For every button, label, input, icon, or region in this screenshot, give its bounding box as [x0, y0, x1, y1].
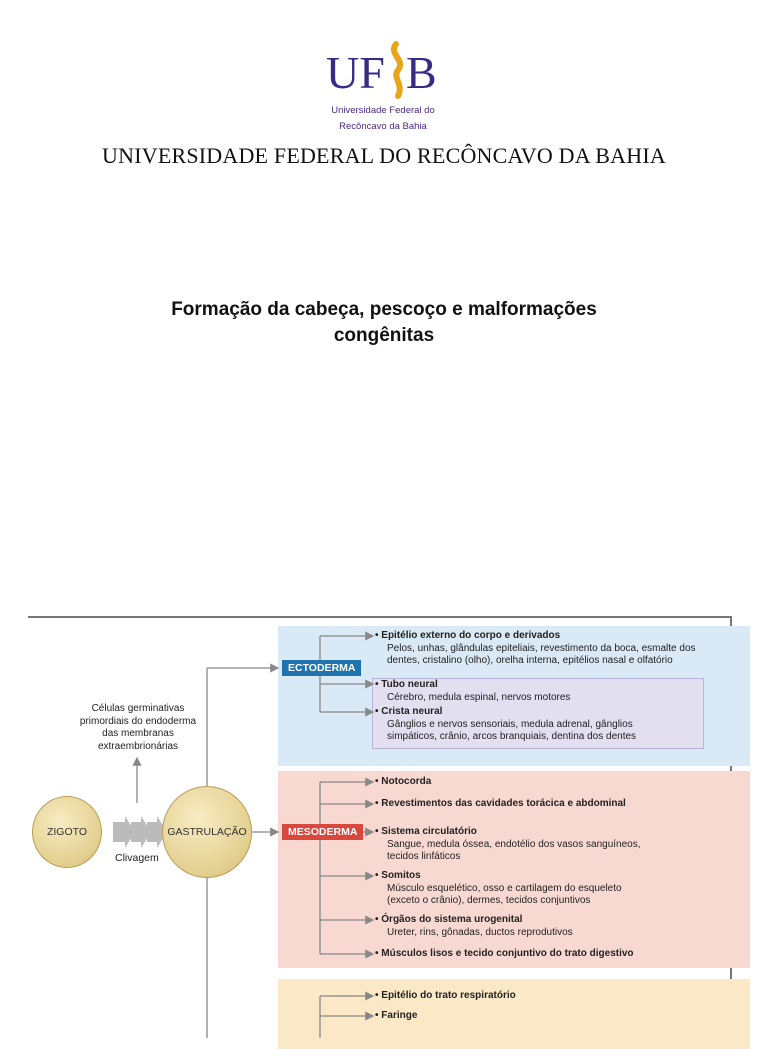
ecto-item-title: • Crista neural [375, 706, 443, 717]
ufrb-logo [318, 36, 448, 136]
document-title-line-1: Formação da cabeça, pescoço e malformações [171, 299, 597, 320]
celulas-line-1: Células germinativas [91, 703, 185, 714]
ecto-item-desc: Pelos, unhas, glândulas epiteliais, revestimento da boca, esmalte dos [387, 642, 696, 654]
meso-item-title: • Órgãos do sistema urogenital [375, 914, 523, 925]
ecto-item-desc: Gânglios e nervos sensoriais, medula adrenal, gânglios [387, 718, 633, 730]
document-title [0, 297, 768, 349]
meso-item-somitos [375, 870, 622, 908]
meso-item-notocorda [375, 776, 431, 789]
university-name: UNIVERSIDADE FEDERAL DO RECÔNCAVO DA BAHIA [102, 143, 666, 168]
endo-item-faringe [375, 1010, 417, 1023]
endo-item-title: • Faringe [375, 1010, 418, 1021]
endo-item-respiratorio [375, 990, 516, 1003]
celulas-line-3: das membranas [102, 728, 174, 739]
mesoderma-label: MESODERMA [282, 824, 363, 840]
zigoto-circle: ZIGOTO [32, 796, 102, 868]
meso-item-title: • Sistema circulatório [375, 826, 477, 837]
ectoderma-label: ECTODERMA [282, 660, 361, 676]
meso-item-revestimentos [375, 798, 626, 811]
gastrulacao-circle: GASTRULAÇÃO [162, 786, 252, 878]
germ-layer-diagram [28, 616, 732, 1038]
ecto-item-desc: dentes, cristalino (olho), orelha interna, epitélios nasal e olfatório [387, 655, 673, 666]
logo-caption-2: Recôncavo da Bahia [339, 121, 427, 132]
logo-text-b: B [406, 47, 437, 98]
meso-item-musculos-lisos [375, 948, 634, 961]
meso-item-title: • Revestimentos das cavidades torácica e abdominal [375, 798, 626, 809]
ecto-item-desc: Cérebro, medula espinal, nervos motores [387, 691, 571, 703]
meso-item-title: • Somitos [375, 870, 421, 881]
ufrb-logo-mark [318, 36, 448, 106]
ecto-item-crista-neural [375, 706, 636, 744]
celulas-line-2: primordiais do endoderma [79, 715, 197, 727]
meso-item-desc: Ureter, rins, gônadas, ductos reprodutivos [387, 926, 573, 938]
document-title-line-2: congênitas [333, 325, 435, 346]
meso-item-desc: Sangue, medula óssea, endotélio dos vasos sanguíneos, [387, 838, 641, 850]
ecto-item-title: • Epitélio externo do corpo e derivados [375, 630, 561, 641]
meso-item-urogenital [375, 914, 573, 939]
logo-caption-1: Universidade Federal do [331, 105, 435, 116]
clivagem-label: Clivagem [115, 852, 159, 864]
meso-item-sistema-circulatorio [375, 826, 641, 864]
celulas-line-4: extraembrionárias [97, 740, 179, 752]
meso-item-desc: (exceto o crânio), dermes, tecidos conjuntivos [387, 895, 591, 906]
meso-item-title: • Músculos lisos e tecido conjuntivo do trato digestivo [375, 948, 634, 959]
ecto-item-epitelio [375, 630, 696, 668]
endo-item-title: • Epitélio do trato respiratório [375, 990, 516, 1001]
meso-item-desc: tecidos linfáticos [387, 851, 461, 862]
ecto-item-title: • Tubo neural [375, 679, 438, 690]
ecto-item-desc: simpáticos, crânio, arcos branquiais, dentina dos dentes [387, 731, 637, 742]
meso-item-desc: Músculo esquelético, osso e cartilagem do esqueleto [387, 882, 622, 894]
meso-item-title: • Notocorda [375, 776, 432, 787]
ecto-item-tubo-neural [375, 679, 570, 704]
celulas-germinativas-label [68, 703, 208, 753]
logo-text-uf: UF [326, 47, 385, 98]
